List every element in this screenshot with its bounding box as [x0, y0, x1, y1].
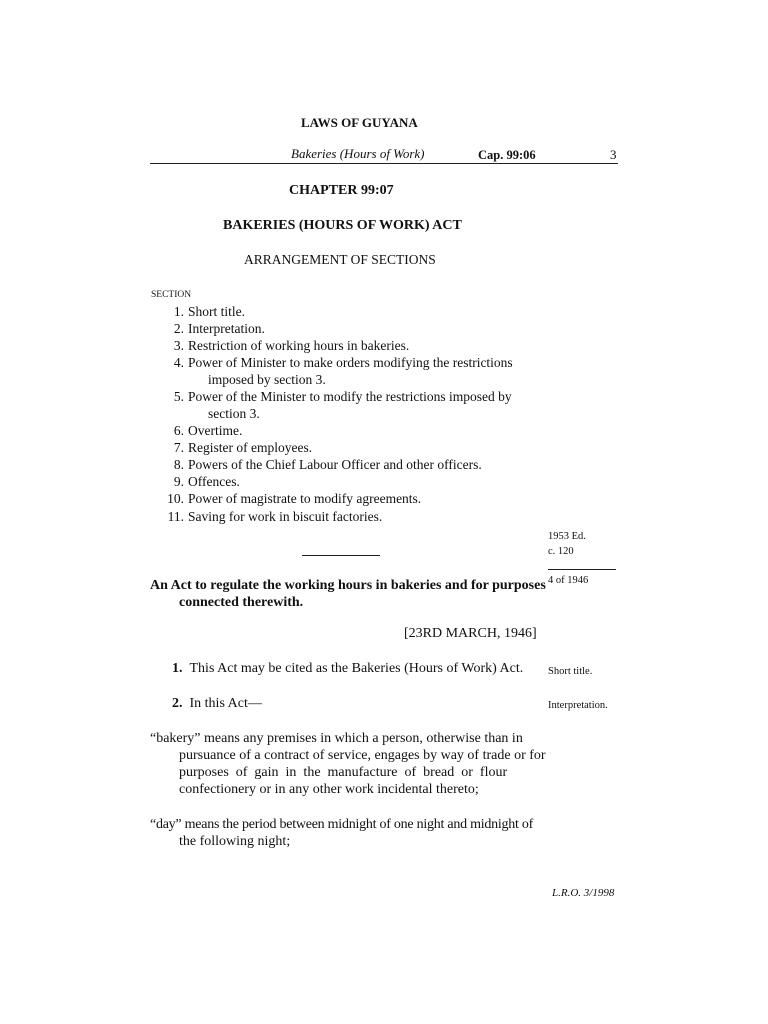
section-number: 4.: [173, 355, 184, 370]
section-title: Powers of the Chief Labour Officer and other officers.: [188, 457, 482, 472]
page-number: 3: [610, 147, 617, 162]
definition-bakery-line: pursuance of a contract of service, engages by way of trade or for: [179, 748, 546, 763]
chapter-heading: CHAPTER 99:07: [289, 183, 394, 198]
footer-revision: L.R.O. 3/1998: [552, 887, 615, 899]
section-number: 9.: [173, 474, 184, 489]
definition-day-line: the following night;: [179, 834, 291, 849]
cap-number: Cap. 99:06: [478, 148, 536, 162]
section-title: Overtime.: [188, 423, 243, 438]
section-number: 8.: [173, 457, 184, 472]
section-text: In this Act—: [189, 696, 262, 711]
definition-bakery-line: purposes of gain in the manufacture of bread or flour: [179, 765, 508, 780]
margin-note-chapter-ref: c. 120: [548, 546, 574, 557]
section-text: This Act may be cited as the Bakeries (Hours of Work) Act.: [189, 661, 524, 676]
definition-day-line: “day” means the period between midnight of one night and midnight of: [150, 817, 534, 832]
section-title: Power of Minister to make orders modifying the restrictions: [188, 355, 513, 370]
section-number: 3.: [173, 338, 184, 353]
section-2: [172, 696, 262, 712]
section-title: Saving for work in biscuit factories.: [188, 509, 383, 524]
section-number: 7.: [173, 440, 184, 455]
margin-rule: [548, 569, 616, 570]
header-rule: [150, 163, 618, 164]
section-title: Power of magistrate to modify agreements.: [188, 491, 422, 506]
section-number: 5.: [173, 389, 184, 404]
margin-note-interpretation: Interpretation.: [548, 700, 608, 711]
section-title-continuation: section 3.: [208, 406, 260, 421]
section-number: 1.: [172, 661, 183, 676]
section-title: Offences.: [188, 474, 240, 489]
long-title-line: An Act to regulate the working hours in bakeries and for purposes: [150, 578, 546, 593]
margin-note-edition: 1953 Ed.: [548, 531, 586, 542]
section-title: Interpretation.: [188, 321, 265, 336]
act-title: BAKERIES (HOURS OF WORK) ACT: [223, 218, 462, 233]
margin-note-short-title: Short title.: [548, 666, 593, 677]
arrangement-heading: ARRANGEMENT OF SECTIONS: [244, 252, 436, 267]
definition-bakery-line: confectionery or in any other work incidental thereto;: [179, 782, 479, 797]
section-number: 2.: [173, 321, 184, 336]
running-title: Bakeries (Hours of Work): [291, 146, 425, 161]
section-number: 10.: [167, 491, 184, 506]
definition-bakery-line: “bakery” means any premises in which a person, otherwise than in: [150, 731, 523, 746]
section-title: Restriction of working hours in bakeries.: [188, 338, 410, 353]
section-number: 6.: [173, 423, 184, 438]
section-title: Power of the Minister to modify the restrictions imposed by: [188, 389, 512, 404]
enactment-date: [23RD MARCH, 1946]: [404, 626, 537, 641]
separator-rule: [302, 555, 380, 556]
section-title-continuation: imposed by section 3.: [208, 372, 326, 387]
section-1: [172, 661, 523, 677]
section-number: 1.: [173, 304, 184, 319]
section-number: 2.: [172, 696, 183, 711]
section-number: 11.: [167, 509, 184, 524]
margin-note-act-ref: 4 of 1946: [548, 575, 589, 586]
long-title-line: connected therewith.: [179, 595, 304, 610]
laws-title: LAWS OF GUYANA: [301, 115, 418, 130]
section-title: Short title.: [188, 304, 245, 319]
section-title: Register of employees.: [188, 440, 313, 455]
section-label: SECTION: [151, 290, 192, 300]
